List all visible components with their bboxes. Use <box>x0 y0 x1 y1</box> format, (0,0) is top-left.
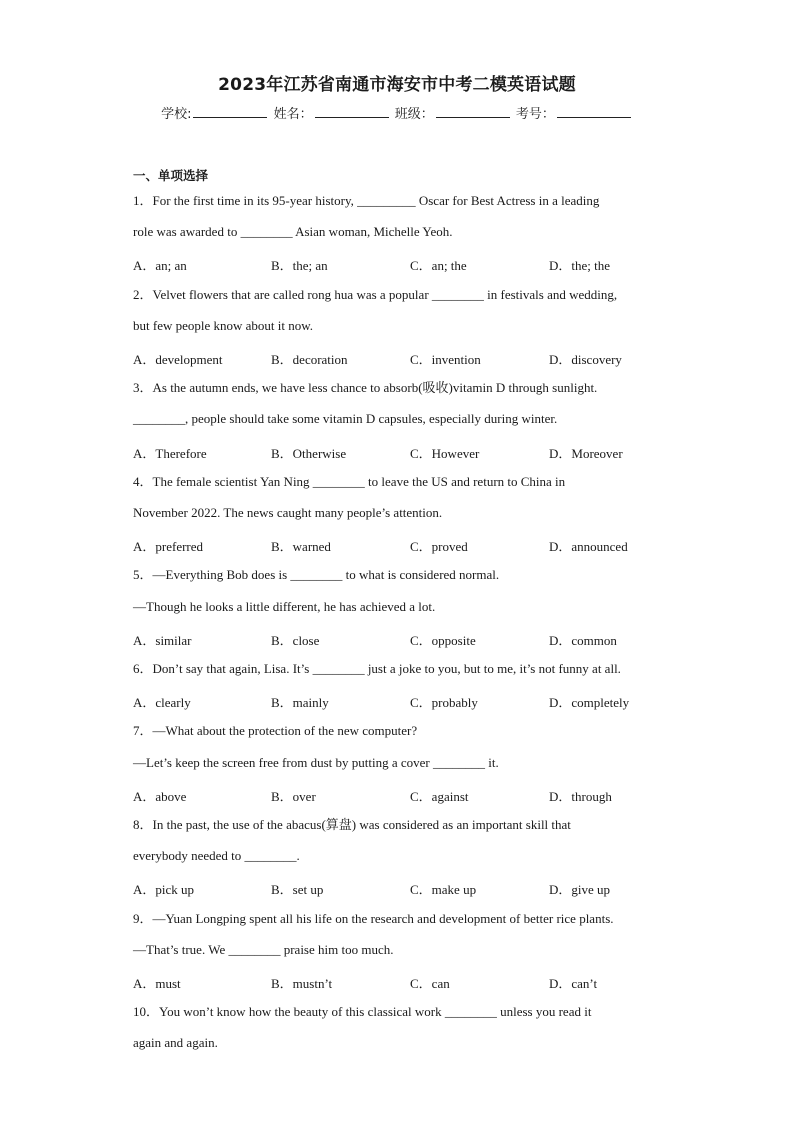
question-9-option-c: C．can <box>410 976 450 991</box>
question-9-option-b: B．mustn’t <box>271 976 333 991</box>
name-blank <box>315 105 389 118</box>
question-1-option-d: D．the; the <box>549 258 611 274</box>
question-7-option-a: A．above <box>133 788 187 804</box>
page-title: 2023年江苏省南通市海安市中考二模英语试题 <box>218 75 576 95</box>
question-3-option-c: C．However <box>410 445 480 461</box>
question-8-option-d: D．give up <box>549 882 611 898</box>
class-blank <box>436 105 510 118</box>
question-3-option-b: B．Otherwise <box>271 445 347 461</box>
question-4-option-c: C．proved <box>410 539 468 555</box>
question-5-option-d: D．common <box>549 632 617 648</box>
question-3-line-1: 3．As the autumn ends, we have less chance to absorb(吸收)vitamin D through sunlight. <box>133 380 598 396</box>
question-1-option-c: C．an; the <box>410 258 467 274</box>
question-4-option-d: D．announced <box>549 539 628 555</box>
question-7-option-b: B．over <box>271 788 316 804</box>
question-3-option-d: D．Moreover <box>549 445 623 461</box>
question-4-option-a: A．preferred <box>133 539 204 555</box>
question-2-option-a: A．development <box>133 352 223 367</box>
student-info-row <box>0 103 794 122</box>
number-blank <box>557 105 631 118</box>
question-8-option-b: B．set up <box>271 882 324 898</box>
question-3-line-2: ________, people should take some vitamin D capsules, especially during winter. <box>133 411 558 427</box>
question-2-option-d: D．discovery <box>549 352 622 367</box>
question-2-line-1: 2．Velvet flowers that are called rong hua was a popular ________ in festivals and wedding, <box>133 286 618 302</box>
question-5-line-1: 5．—Everything Bob does is ________ to what is considered normal. <box>133 567 500 583</box>
question-1-line-1: 1．For the first time in its 95-year history, _________ Oscar for Best Actress in a leading <box>133 193 600 208</box>
school-blank <box>193 105 267 118</box>
question-4-line-1: 4．The female scientist Yan Ning ________ to leave the US and return to China in <box>133 473 566 489</box>
school-label: 学校: <box>161 107 192 122</box>
question-5-option-a: A．similar <box>133 632 192 648</box>
name-label: 姓名： <box>273 107 313 122</box>
question-6-option-c: C．probably <box>410 695 478 711</box>
question-9-option-d: D．can’t <box>549 976 598 991</box>
question-5-option-c: C．opposite <box>410 632 476 648</box>
question-6-line-1: 6．Don’t say that again, Lisa. It’s ________ just a joke to you, but to me, it’s not funny at all. <box>133 661 621 676</box>
question-1-option-b: B．the; an <box>271 258 328 274</box>
question-8-option-a: A．pick up <box>133 882 195 898</box>
question-7-line-1: 7．—What about the protection of the new computer? <box>133 723 418 739</box>
question-8-option-c: C．make up <box>410 882 477 898</box>
question-5-line-2: —Though he looks a little different, he has achieved a lot. <box>133 598 436 614</box>
section-heading: 一、单项选择 <box>133 168 209 183</box>
question-2-option-c: C．invention <box>410 352 481 367</box>
question-8-line-2: everybody needed to ________. <box>133 848 300 864</box>
question-1-option-a: A．an; an <box>133 258 187 274</box>
question-2-line-2: but few people know about it now. <box>133 317 314 333</box>
number-label: 考号： <box>515 107 555 122</box>
question-7-option-c: C．against <box>410 788 469 804</box>
question-7-line-2: —Let’s keep the screen free from dust by putting a cover ________ it. <box>133 754 499 770</box>
question-4-line-2: November 2022. The news caught many people’s attention. <box>133 505 443 520</box>
question-1-line-2: role was awarded to ________ Asian woman, Michelle Yeoh. <box>133 224 453 240</box>
question-4-option-b: B．warned <box>271 539 331 555</box>
question-6-option-d: D．completely <box>549 695 630 711</box>
question-6-option-a: A．clearly <box>133 695 191 711</box>
question-10-line-1: 10．You won’t know how the beauty of this classical work ________ unless you read it <box>133 1004 592 1020</box>
question-3-option-a: A．Therefore <box>133 445 207 461</box>
question-8-line-1: 8．In the past, the use of the abacus(算盘) was considered as an important skill that <box>133 817 571 832</box>
question-6-option-b: B．mainly <box>271 695 329 711</box>
class-label: 班级： <box>394 107 434 122</box>
question-2-option-b: B．decoration <box>271 352 348 367</box>
question-10-line-2: again and again. <box>133 1035 218 1051</box>
question-9-line-1: 9．—Yuan Longping spent all his life on the research and development of better rice plants. <box>133 910 614 926</box>
question-9-option-a: A．must <box>133 976 181 991</box>
question-9-line-2: —That’s true. We ________ praise him too much. <box>133 941 394 957</box>
question-5-option-b: B．close <box>271 632 320 648</box>
question-7-option-d: D．through <box>549 788 612 804</box>
